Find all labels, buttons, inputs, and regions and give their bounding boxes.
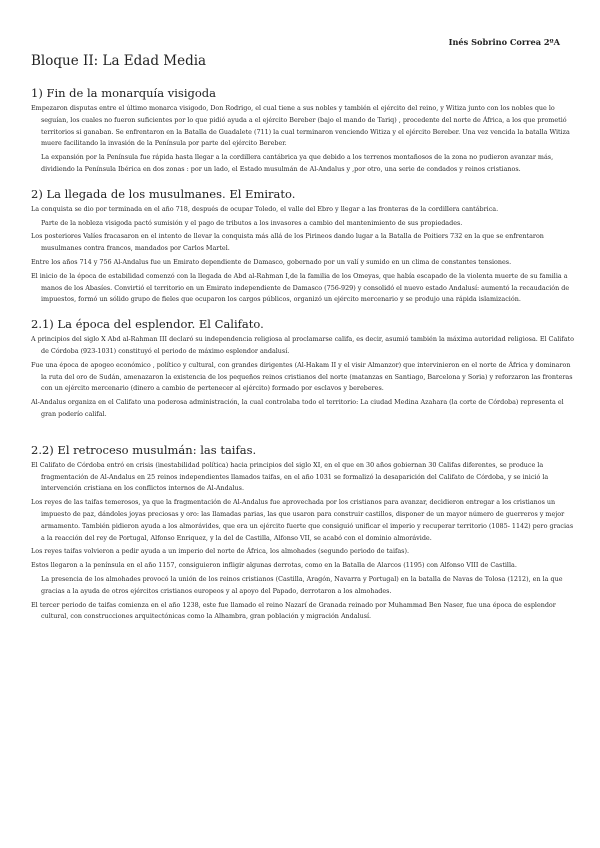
author-name: Inés Sobrino Correa 2ºA	[448, 37, 560, 47]
paragraph: La conquista se dio por terminada en el año 718, después de ocupar Toledo, el valle del Ebro y llegar a las fronteras de la cordillera cantábrica.	[31, 204, 499, 213]
paragraph: La presencia de los almohades provocó la unión de los reinos cristianos (Castilla, Aragón, Navarra y Portugal) en la batalla de Navas de Tolosa (1212), en la que gracias a la ayuda de otros ejércitos cristianos europeos y al apoyo del Papado, derrotaron a los almohades.	[41, 574, 563, 595]
section-heading: 1) Fin de la monarquía visigoda	[31, 86, 216, 100]
paragraph: Parte de la nobleza visigoda pactó sumisión y el pago de tributos a los invasores a cambio del mantenimiento de sus propiedades.	[41, 218, 463, 227]
paragraph: Los reyes taifas volvieron a pedir ayuda a un imperio del norte de África, los almohades (segundo periodo de taifas).	[31, 547, 409, 556]
section-fin-monarquia	[31, 86, 576, 176]
paragraph: A principios del siglo X Abd al-Rahman III declaró su independencia religiosa al proclamarse califa, es decir, asumió también la máxima autoridad religiosa. El Califato de Córdoba (923-1031) constituyó el periodo de máximo esplendor andalusí.	[31, 335, 574, 355]
section-taifas	[31, 443, 576, 623]
section-heading: 2.1) La época del esplendor. El Califato.	[31, 317, 264, 332]
paragraph: Entre los años 714 y 756 Al-Andalus fue un Emirato dependiente de Damasco, gobernado por un valí y sumido en un clima de constantes tensiones.	[31, 257, 512, 266]
section-heading: 2.2) El retroceso musulmán: las taifas.	[31, 442, 257, 457]
paragraph: La expansión por la Península fue rápida hasta llegar a la cordillera cantábrica ya que debido a los terrenos montañosos de la zona no pudieron avanzar más, dividiendo la Península Ibérica en dos zonas : por un lado, el Estado musulmán de Al-Andalus y ,por otro, una serie de condados y reinos cristianos.	[41, 153, 554, 173]
section-heading: 2) La llegada de los musulmanes. El Emirato.	[31, 186, 296, 201]
paragraph: Los reyes de las taifas temerosos, ya que la fragmentación de Al-Andalus fue aprovechada por los cristianos para avanzar, decidieron entregar a los cristianos un impuesto de paz, dándoles joyas preciosas y oro: las llamadas parias, las que usaron para construir castillos, disponer de un mayor número de guerreros y mejor armamento. También pidieron ayuda a los almorávides, que era un ejército fuerte que consiguió unificar el imperio y recuperar territorio (1085- 1142) pero gracias a la reacción del rey de Portugal, Alfonso Enriquez, y la del de Castilla, Alfonso VII, se acabó con el dominio almorávide.	[31, 498, 574, 542]
paragraph: El tercer periodo de taifas comienza en el año 1238, este fue llamado el reino Nazarí de Granada reinado por Muhammad Ben Naser, fue una época de esplendor cultural, con construcciones arquitectónicas como la Alhambra, gran población y migración Andalusí.	[31, 600, 556, 621]
paragraph: El Califato de Córdoba entró en crisis (inestabilidad política) hacia principios del siglo XI, en el que en 30 años gobiernan 30 Califas diferentes, se produce la fragmentación de Al-Andalus en 25 reinos independientes llamados taifas, en el año 1031 se formalizó la desaparición del Califato de Córdoba, y se inició la intervención cristiana en los conflictos internos de Al-Andalus.	[31, 460, 549, 493]
paragraph: Al-Andalus organiza en el Califato una poderosa administración, la cual controlaba todo el territorio: La ciudad Medina Azahara (la corte de Córdoba) representa el gran poderío califal.	[31, 398, 564, 418]
paragraph: Fue una época de apogeo económico , político y cultural, con grandes dirigentes (Al-Hakam II y el visir Almanzor) que intervinieron en el norte de África y dominaron la ruta del oro de Sudán, amenazaron la existencia de los pequeños reinos cristianos del norte (matanzas en Santiago, Barcelona y Soria) y reforzaron las fronteras con un ejército mercenario (dinero a cambio de pertenecer al ejército) formado por esclavos y bereberes.	[31, 360, 573, 393]
paragraph: El inicio de la época de estabilidad comenzó con la llegada de Abd al-Rahman I,de la familia de los Omeyas, que había escapado de la violenta muerte de su familia a manos de los Abasíes. Convirtió el territorio en un Emirato independiente de Damasco (756-929) y consolidó el nuevo estado Andalusí: aumentó la recaudación de impuestos, formó un sólido grupo de fieles que ocuparon los cargos públicos, organizó un ejército mercenario y se produjo una rápida islamización.	[31, 271, 570, 304]
document-title: Bloque II: La Edad Media	[31, 53, 207, 69]
paragraph: Los posteriores Valíes fracasaron en el intento de llevar la conquista más allá de los Pirineos dando lugar a la Batalla de Poitiers 732 en la que se enfrentaron musulmanes contra francos, mandados por Carlos Martel.	[31, 232, 544, 253]
paragraph: Empezaron disputas entre el último monarca visigodo, Don Rodrigo, el cual tiene a sus nobles y también el ejército del reino, y Witiza junto con los nobles que lo seguían, los cuales no fueron suficientes por lo que pidió ayuda a el ejército Bereber (bajo el mando de Tariq) , procedente del norte de África, a los que prometió territorios si ganaban. Se enfrentaron en la Batalla de Guadalete (711) la cual terminaron venciendo Witiza y el ejército Bereber. Una vez vencida la batalla Witiza muere facilitando la invasión de la Península por parte del ejército Bereber.	[31, 104, 570, 148]
section-llegada-musulmanes	[31, 187, 576, 306]
section-califato	[31, 317, 576, 421]
paragraph: Estos llegaron a la península en el año 1157, consiguieron infligir algunas derrotas, como en la Batalla de Alarcos (1195) con Alfonso VIII de Castilla.	[31, 561, 517, 570]
